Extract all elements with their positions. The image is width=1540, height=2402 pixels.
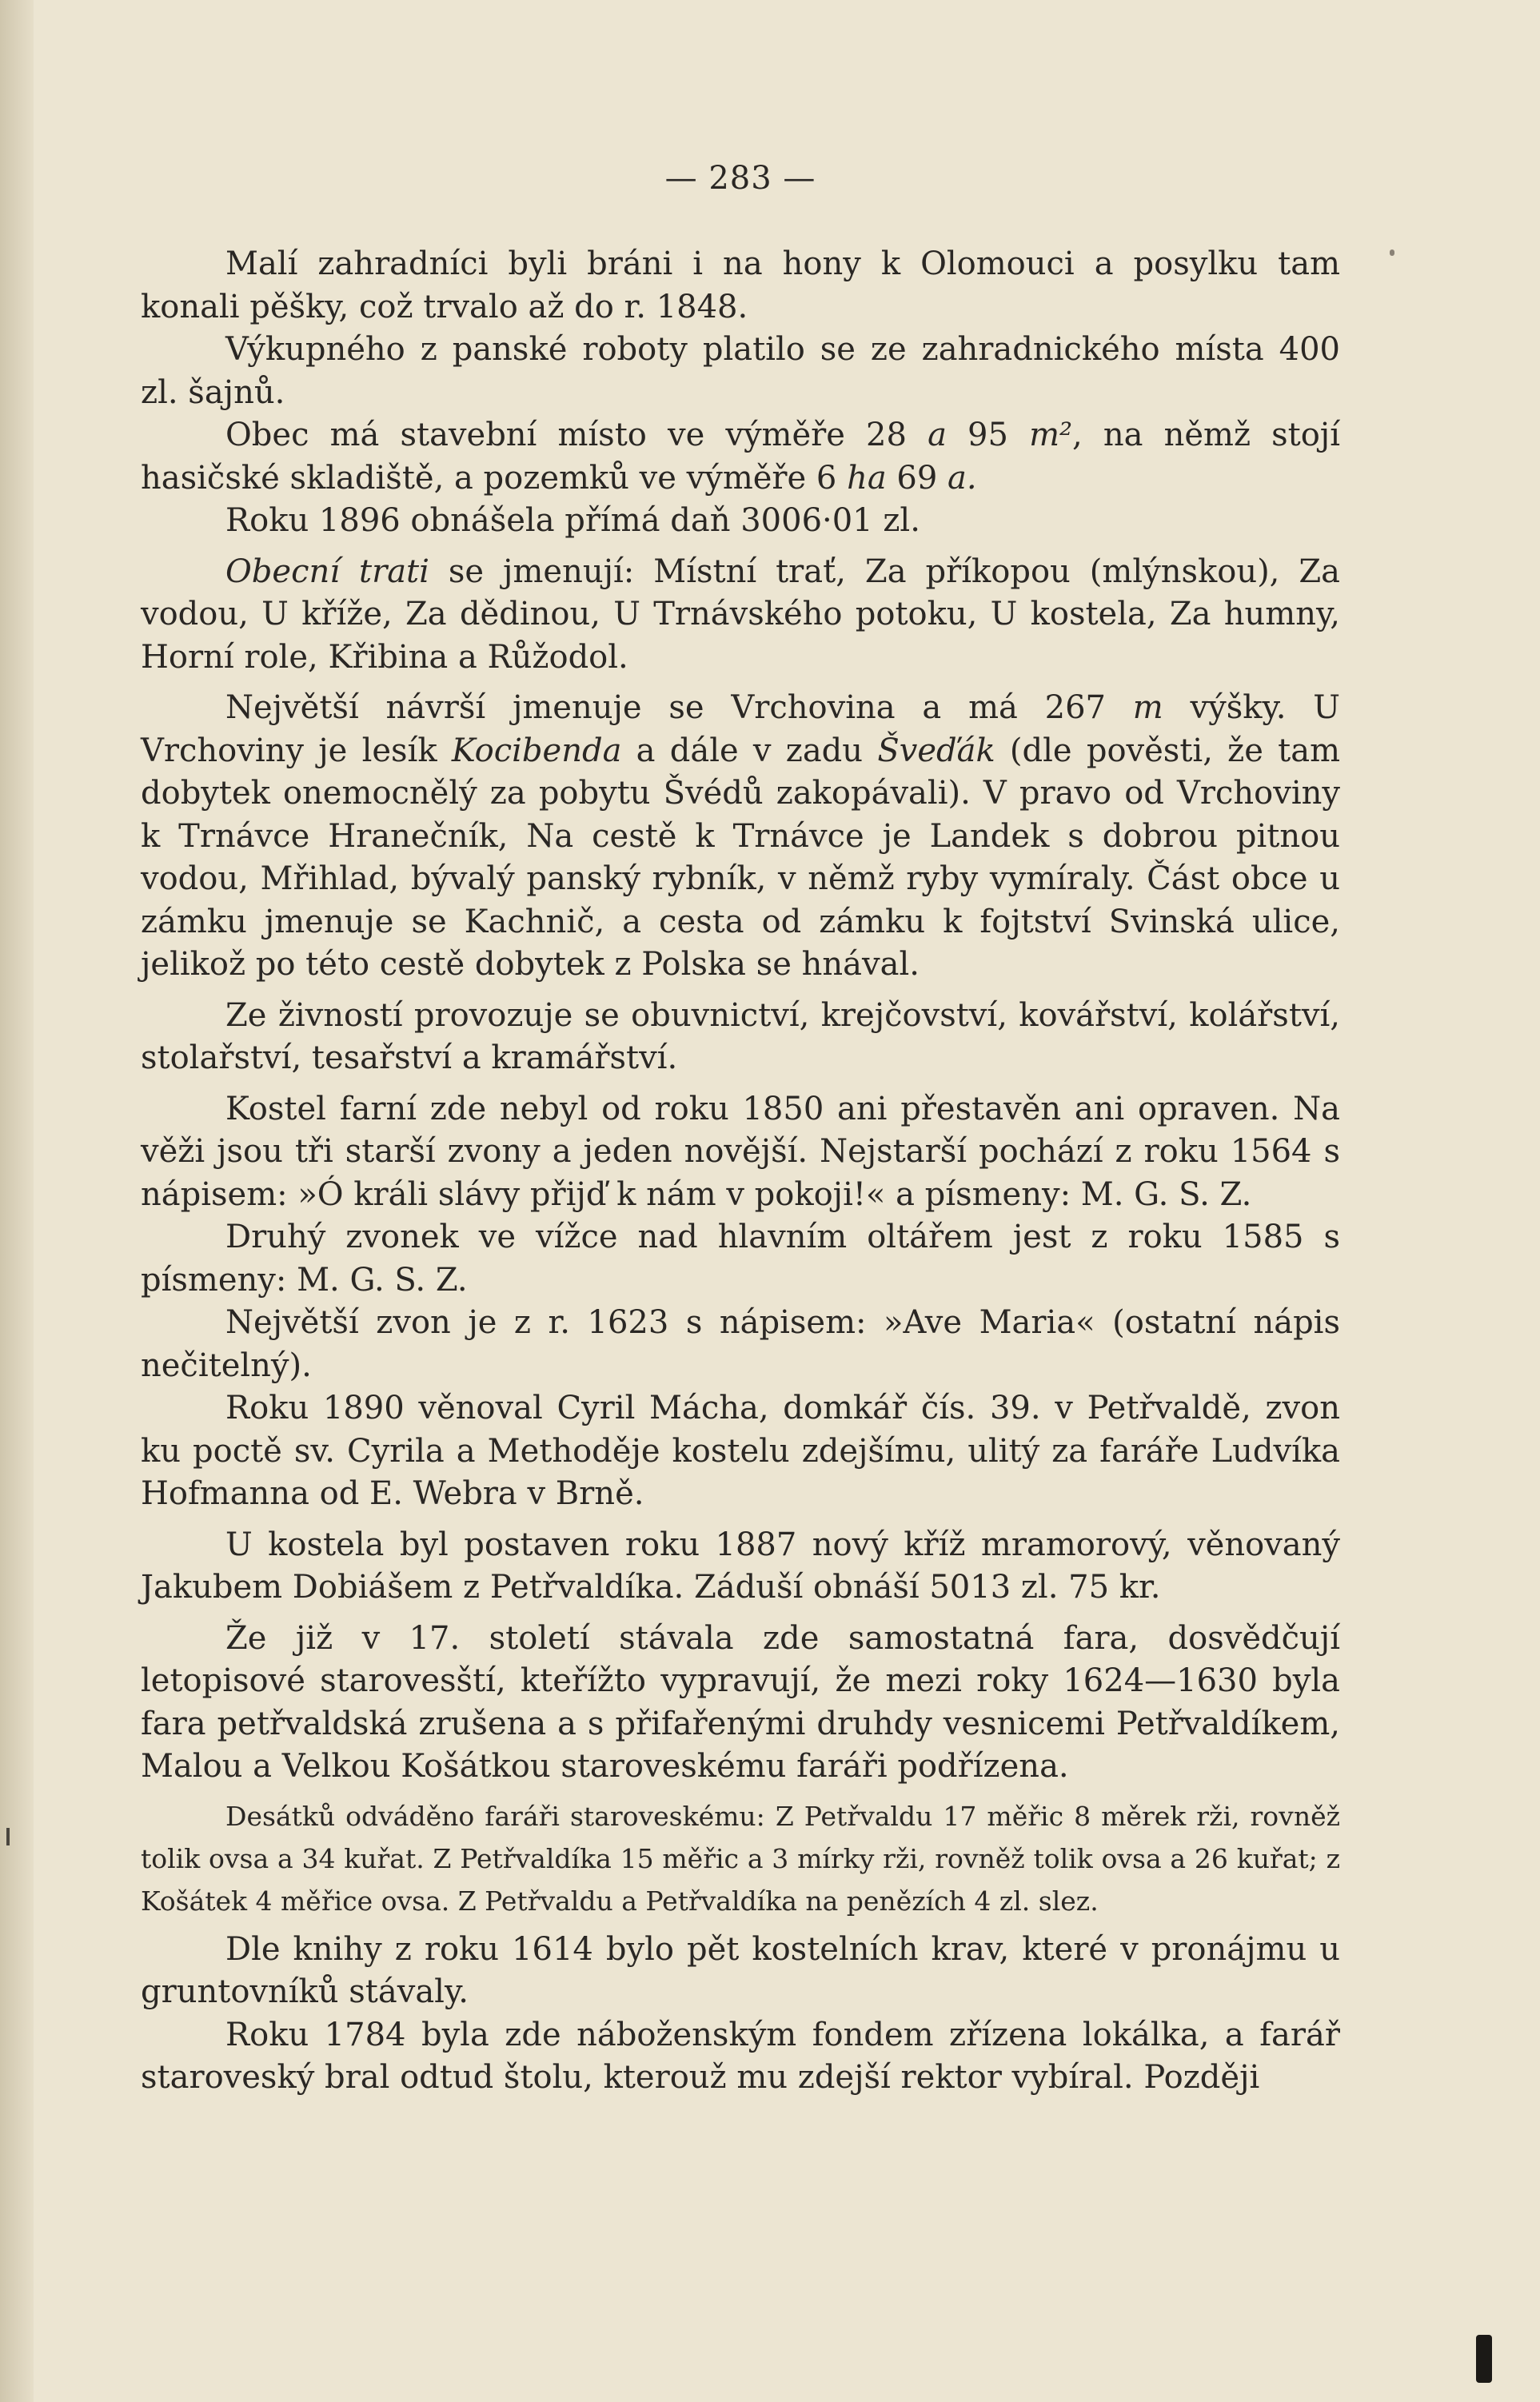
text-segment: (dle pověsti, že tam dobytek onemocnělý za pobytu Švédů zakopávali). V pravo od Vrchoviny k Trnávce Hranečník, Na cestě k Trnávce je Landek s dobrou pitnou vodou, Mřihlad, bývalý panský rybník, v němž ryby vymíraly. Část obce u zámku jmenuje se Kachnič, a cesta od zámku k fojtství Svinská ulice, jelikož po této cestě dobytek z Polska se hnával. (141, 732, 1341, 983)
term-obecni-trati: Obecní trati (225, 553, 429, 590)
paragraph-parish-history: Že již v 17. století stávala zde samostatná fara, dosvědčují letopisové starovesští, kteřížto vypravují, že mezi roky 1624—1630 byla fara petřvaldská zrušena a s přifařenými druhdy vesnicemi Petřvaldíkem, Malou a Velkou Košátkou staroveskému faráři podřízena. (141, 1619, 1340, 1785)
text-segment: 69 (886, 459, 948, 497)
text-segment: a dále v zadu (621, 732, 878, 769)
paragraph-tax: Roku 1896 obnášela přímá daň 3006·01 zl. (225, 502, 920, 539)
paragraph-marble-cross: U kostela byl postaven roku 1887 nový kříž mramorový, věnovaný Jakubem Dobiášem z Petřvaldíka. Záduší obnáší 5013 zl. 75 kr. (141, 1526, 1340, 1606)
unit-square-meter: m² (1029, 417, 1073, 453)
text-segment: 95 (946, 417, 1030, 453)
paragraph-building-plot (141, 414, 1340, 500)
unit-are: a (928, 417, 947, 453)
paragraph-hills (141, 687, 1340, 987)
unit-hectare: ha (847, 459, 887, 497)
ink-speck (1390, 249, 1394, 256)
unit-meter: m (1132, 689, 1163, 726)
term-svedak: Šveďák (877, 732, 995, 769)
paragraph-trades: Ze živností provozuje se obuvnictví, krejčovství, kovářství, kolářství, stolařství, tesařství a kramářství. (141, 996, 1340, 1076)
page-corner-mark (1476, 2335, 1492, 2383)
paragraph-bell-donation: Roku 1890 věnoval Cyril Mácha, domkář čís. 39. v Petřvaldě, zvon ku poctě sv. Cyrila a Methoděje kostelu zdejšímu, ulitý za faráře Ludvíka Hofmanna od E. Webra v Brně. (141, 1390, 1340, 1512)
text-segment: výšky. U Vrchoviny je lesík (141, 689, 1340, 769)
paragraph-tithes-note: Desátků odváděno faráři staroveskému: Z Petřvaldu 17 měřic 8 měrek rži, rovněž tolik ovsa a 34 kuřat. Z Petřvaldíka 15 měřic a 3 mírky rži, rovněž tolik ovsa a 26 kuřat; z Košátek 4 měřice ovsa. Z Petřvaldu a Petřvaldíka na penězích 4 zl. slez. (141, 1800, 1340, 1917)
paragraph-field-names (141, 551, 1340, 680)
paragraph-largest-bell: Největší zvon je z r. 1623 s nápisem: »Ave Maria« (ostatní nápis nečitelný). (141, 1304, 1340, 1384)
text-segment: Obec má stavební místo ve výměře 28 (225, 417, 928, 453)
paragraph-local-chaplaincy: Roku 1784 byla zde náboženským fondem zřízena lokálka, a farář staroveský bral odtud štolu, kterouž mu zdejší rektor vybíral. Později (141, 2016, 1340, 2096)
text-segment: , na němž stojí hasičské skladiště, a pozemků ve výměře 6 (141, 417, 1341, 497)
paragraph-ransom: Výkupného z panské roboty platilo se ze zahradnického místa 400 zl. šajnů. (141, 331, 1340, 411)
text-segment: se jmenují: Místní trať, Za příkopou (mlýnskou), Za vodou, U kříže, Za dědinou, U Trnávského potoku, U kostela, Za humny, Horní role, Křibina a Růžodol. (141, 553, 1341, 676)
text-segment: Největší návrší jmenuje se Vrchovina a má 267 (225, 689, 1133, 726)
margin-mark (6, 1828, 10, 1845)
book-spine-shadow (0, 0, 34, 2402)
page-number: — 283 — (664, 160, 816, 197)
unit-are: a. (948, 459, 977, 497)
page-text (141, 160, 1340, 2100)
paragraph-gardeners: Malí zahradníci byli bráni i na hony k Olomouci a posylku tam konali pěšky, což trvalo až do r. 1848. (141, 245, 1340, 325)
paragraph-second-bell: Druhý zvonek ve vížce nad hlavním oltářem jest z roku 1585 s písmeny: M. G. S. Z. (141, 1219, 1340, 1299)
term-kocibenda: Kocibenda (451, 732, 622, 769)
paragraph-church-cows: Dle knihy z roku 1614 bylo pět kostelních krav, které v pronájmu u gruntovníků stávaly. (141, 1930, 1340, 2010)
paragraph-church: Kostel farní zde nebyl od roku 1850 ani přestavěn ani opraven. Na věži jsou tři starší zvony a jeden novější. Nejstarší pochází z roku 1564 s nápisem: »Ó králi slávy přijď k nám v pokoji!« a písmeny: M. G. S. Z. (141, 1090, 1340, 1213)
